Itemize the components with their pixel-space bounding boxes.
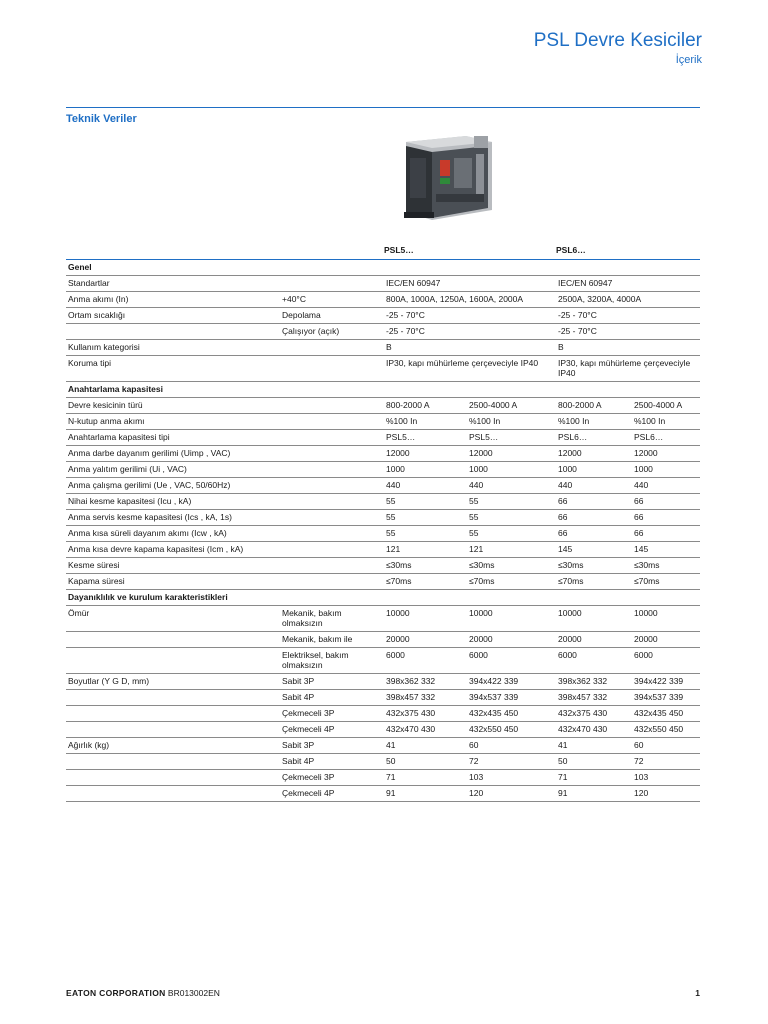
row-sublabel (280, 446, 384, 462)
cell-value: 121 (467, 542, 556, 558)
row-label: Ortam sıcaklığı (66, 308, 280, 324)
cell-value: %100 In (384, 414, 467, 430)
cell-value-psl6: IP30, kapı mühürleme çerçeveciyle IP40 (556, 356, 700, 382)
cell-value: 121 (384, 542, 467, 558)
cell-value: ≤70ms (632, 574, 700, 590)
row-label (66, 706, 280, 722)
row-sublabel: Sabit 3P (280, 738, 384, 754)
table-row (66, 292, 700, 308)
row-sublabel: Depolama (280, 308, 384, 324)
footer-company: EATON CORPORATION BR013002EN (66, 988, 220, 998)
cell-value: 66 (556, 510, 632, 526)
row-sublabel: Çekmeceli 3P (280, 706, 384, 722)
row-label: Nihai kesme kapasitesi (Icu , kA) (66, 494, 280, 510)
cell-value: 394x422 339 (632, 674, 700, 690)
cell-value: 12000 (556, 446, 632, 462)
table-row (66, 340, 700, 356)
cell-value-psl5: B (384, 340, 556, 356)
row-label: Ağırlık (kg) (66, 738, 280, 754)
row-label (66, 770, 280, 786)
row-label (66, 786, 280, 802)
cell-value: 10000 (384, 606, 467, 632)
row-sublabel: +40°C (280, 292, 384, 308)
cell-value: 60 (467, 738, 556, 754)
cell-value: ≤70ms (467, 574, 556, 590)
row-sublabel (280, 558, 384, 574)
table-row (66, 308, 700, 324)
row-label: Koruma tipi (66, 356, 280, 382)
cell-value-psl5: -25 - 70°C (384, 324, 556, 340)
cell-value: 6000 (632, 648, 700, 674)
table-row (66, 632, 700, 648)
column-header-psl5: PSL5… (384, 245, 414, 255)
cell-value: 432x435 450 (467, 706, 556, 722)
table-row (66, 478, 700, 494)
cell-value: 10000 (632, 606, 700, 632)
cell-value: 432x550 450 (632, 722, 700, 738)
row-label (66, 648, 280, 674)
page-subtitle[interactable]: İçerik (675, 54, 702, 66)
row-sublabel: Mekanik, bakım ile (280, 632, 384, 648)
row-sublabel (280, 542, 384, 558)
row-label (66, 754, 280, 770)
cell-value: 10000 (467, 606, 556, 632)
table-row (66, 754, 700, 770)
cell-value: 50 (556, 754, 632, 770)
cell-value-psl6: -25 - 70°C (556, 308, 700, 324)
cell-value: 394x537 339 (632, 690, 700, 706)
cell-value: ≤30ms (384, 558, 467, 574)
cell-value: 1000 (556, 462, 632, 478)
cell-value: 1000 (384, 462, 467, 478)
footer-doc-code: BR013002EN (167, 988, 220, 998)
cell-value-psl5: IP30, kapı mühürleme çerçeveciyle IP40 (384, 356, 556, 382)
table-row (66, 276, 700, 292)
row-sublabel (280, 510, 384, 526)
table-row (66, 356, 700, 382)
row-sublabel (280, 414, 384, 430)
cell-value: 2500-4000 A (467, 398, 556, 414)
section-label: Genel (66, 260, 700, 276)
table-row (66, 738, 700, 754)
circuit-breaker-image (396, 132, 496, 224)
cell-value: 398x362 332 (384, 674, 467, 690)
cell-value: 12000 (632, 446, 700, 462)
row-label: Boyutlar (Y G D, mm) (66, 674, 280, 690)
cell-value: 66 (556, 494, 632, 510)
cell-value: 12000 (467, 446, 556, 462)
row-label: Kesme süresi (66, 558, 280, 574)
table-row (66, 786, 700, 802)
cell-value: 432x375 430 (384, 706, 467, 722)
cell-value: 103 (632, 770, 700, 786)
cell-value-psl5: IEC/EN 60947 (384, 276, 556, 292)
row-sublabel (280, 430, 384, 446)
table-row (66, 648, 700, 674)
cell-value: ≤30ms (632, 558, 700, 574)
cell-value: PSL5… (467, 430, 556, 446)
cell-value: 440 (384, 478, 467, 494)
row-label: Anma kısa devre kapama kapasitesi (Icm , kA) (66, 542, 280, 558)
cell-value: 432x435 450 (632, 706, 700, 722)
cell-value: 398x457 332 (556, 690, 632, 706)
row-label: Anma servis kesme kapasitesi (Ics , kA, 1s) (66, 510, 280, 526)
row-label: Anma akımı (In) (66, 292, 280, 308)
cell-value: 66 (632, 494, 700, 510)
row-label (66, 632, 280, 648)
cell-value: 440 (632, 478, 700, 494)
row-label: Kapama süresi (66, 574, 280, 590)
cell-value: %100 In (632, 414, 700, 430)
row-label: N-kutup anma akımı (66, 414, 280, 430)
row-sublabel (280, 356, 384, 382)
cell-value: 432x470 430 (556, 722, 632, 738)
cell-value: 440 (556, 478, 632, 494)
table-row (66, 770, 700, 786)
cell-value-psl6: -25 - 70°C (556, 324, 700, 340)
cell-value: PSL6… (632, 430, 700, 446)
cell-value-psl6: B (556, 340, 700, 356)
cell-value: 432x470 430 (384, 722, 467, 738)
cell-value: 6000 (556, 648, 632, 674)
section-label: Dayanıklılık ve kurulum karakteristikleri (66, 590, 700, 606)
cell-value: 55 (467, 510, 556, 526)
cell-value: 41 (556, 738, 632, 754)
cell-value: 1000 (467, 462, 556, 478)
table-row (66, 690, 700, 706)
row-sublabel: Sabit 3P (280, 674, 384, 690)
row-sublabel: Çekmeceli 4P (280, 786, 384, 802)
cell-value: 55 (384, 526, 467, 542)
table-row (66, 606, 700, 632)
row-label: Standartlar (66, 276, 280, 292)
row-label: Anma yalıtım gerilimi (Ui , VAC) (66, 462, 280, 478)
table-row (66, 324, 700, 340)
cell-value: 12000 (384, 446, 467, 462)
cell-value: 440 (467, 478, 556, 494)
cell-value: 432x375 430 (556, 706, 632, 722)
row-label: Anma kısa süreli dayanım akımı (Icw , kA) (66, 526, 280, 542)
row-sublabel (280, 398, 384, 414)
row-label: Anma çalışma gerilimi (Ue , VAC, 50/60Hz) (66, 478, 280, 494)
cell-value: 800-2000 A (556, 398, 632, 414)
row-sublabel (280, 340, 384, 356)
table-row (66, 674, 700, 690)
cell-value: 91 (556, 786, 632, 802)
cell-value: 432x550 450 (467, 722, 556, 738)
table-row (66, 558, 700, 574)
table-row (66, 494, 700, 510)
cell-value: 66 (632, 510, 700, 526)
column-header-psl6: PSL6… (556, 245, 586, 255)
cell-value: 41 (384, 738, 467, 754)
row-sublabel: Çekmeceli 4P (280, 722, 384, 738)
table-row (66, 510, 700, 526)
row-label: Anma darbe dayanım gerilimi (Uimp , VAC) (66, 446, 280, 462)
cell-value: 145 (632, 542, 700, 558)
cell-value: 55 (384, 510, 467, 526)
row-sublabel: Mekanik, bakım olmaksızın (280, 606, 384, 632)
cell-value: 55 (467, 494, 556, 510)
table-section-row (66, 590, 700, 606)
table-section-row (66, 260, 700, 276)
cell-value: %100 In (467, 414, 556, 430)
cell-value-psl5: 800A, 1000A, 1250A, 1600A, 2000A (384, 292, 556, 308)
row-sublabel (280, 462, 384, 478)
row-sublabel (280, 276, 384, 292)
cell-value: 394x422 339 (467, 674, 556, 690)
cell-value: 55 (384, 494, 467, 510)
row-sublabel (280, 478, 384, 494)
header-divider (66, 107, 700, 108)
cell-value: 72 (632, 754, 700, 770)
cell-value: 20000 (632, 632, 700, 648)
table-row (66, 542, 700, 558)
technical-data-table (66, 259, 700, 802)
cell-value: 6000 (384, 648, 467, 674)
cell-value: PSL5… (384, 430, 467, 446)
page-number: 1 (695, 988, 700, 998)
cell-value: 6000 (467, 648, 556, 674)
cell-value: 20000 (556, 632, 632, 648)
row-sublabel: Çekmeceli 3P (280, 770, 384, 786)
cell-value-psl6: IEC/EN 60947 (556, 276, 700, 292)
cell-value: 71 (556, 770, 632, 786)
row-label (66, 690, 280, 706)
row-label: Kullanım kategorisi (66, 340, 280, 356)
cell-value: ≤70ms (384, 574, 467, 590)
cell-value: PSL6… (556, 430, 632, 446)
cell-value: 2500-4000 A (632, 398, 700, 414)
cell-value: 66 (632, 526, 700, 542)
cell-value: ≤30ms (467, 558, 556, 574)
cell-value: 60 (632, 738, 700, 754)
section-title: Teknik Veriler (66, 113, 137, 125)
row-sublabel (280, 494, 384, 510)
table-row (66, 706, 700, 722)
table-row (66, 722, 700, 738)
row-sublabel: Sabit 4P (280, 754, 384, 770)
page-title: PSL Devre Kesiciler (533, 30, 702, 51)
table-row (66, 574, 700, 590)
row-sublabel: Çalışıyor (açık) (280, 324, 384, 340)
row-label: Ömür (66, 606, 280, 632)
cell-value: 20000 (467, 632, 556, 648)
cell-value: 72 (467, 754, 556, 770)
cell-value: 66 (556, 526, 632, 542)
cell-value: 50 (384, 754, 467, 770)
row-label (66, 722, 280, 738)
cell-value: %100 In (556, 414, 632, 430)
row-sublabel: Sabit 4P (280, 690, 384, 706)
cell-value: 103 (467, 770, 556, 786)
table-section-row (66, 382, 700, 398)
table-row (66, 430, 700, 446)
cell-value: 398x362 332 (556, 674, 632, 690)
cell-value-psl6: 2500A, 3200A, 4000A (556, 292, 700, 308)
table-row (66, 462, 700, 478)
cell-value: 800-2000 A (384, 398, 467, 414)
cell-value: 145 (556, 542, 632, 558)
cell-value: 1000 (632, 462, 700, 478)
cell-value: 398x457 332 (384, 690, 467, 706)
cell-value: 20000 (384, 632, 467, 648)
table-row (66, 526, 700, 542)
row-sublabel: Elektriksel, bakım olmaksızın (280, 648, 384, 674)
cell-value: 10000 (556, 606, 632, 632)
cell-value-psl5: -25 - 70°C (384, 308, 556, 324)
cell-value: 120 (467, 786, 556, 802)
row-label: Devre kesicinin türü (66, 398, 280, 414)
table-row (66, 398, 700, 414)
cell-value: ≤30ms (556, 558, 632, 574)
cell-value: 120 (632, 786, 700, 802)
cell-value: ≤70ms (556, 574, 632, 590)
cell-value: 394x537 339 (467, 690, 556, 706)
section-label: Anahtarlama kapasitesi (66, 382, 700, 398)
row-sublabel (280, 574, 384, 590)
row-label: Anahtarlama kapasitesi tipi (66, 430, 280, 446)
table-row (66, 446, 700, 462)
cell-value: 71 (384, 770, 467, 786)
cell-value: 91 (384, 786, 467, 802)
row-sublabel (280, 526, 384, 542)
cell-value: 55 (467, 526, 556, 542)
table-row (66, 414, 700, 430)
row-label (66, 324, 280, 340)
